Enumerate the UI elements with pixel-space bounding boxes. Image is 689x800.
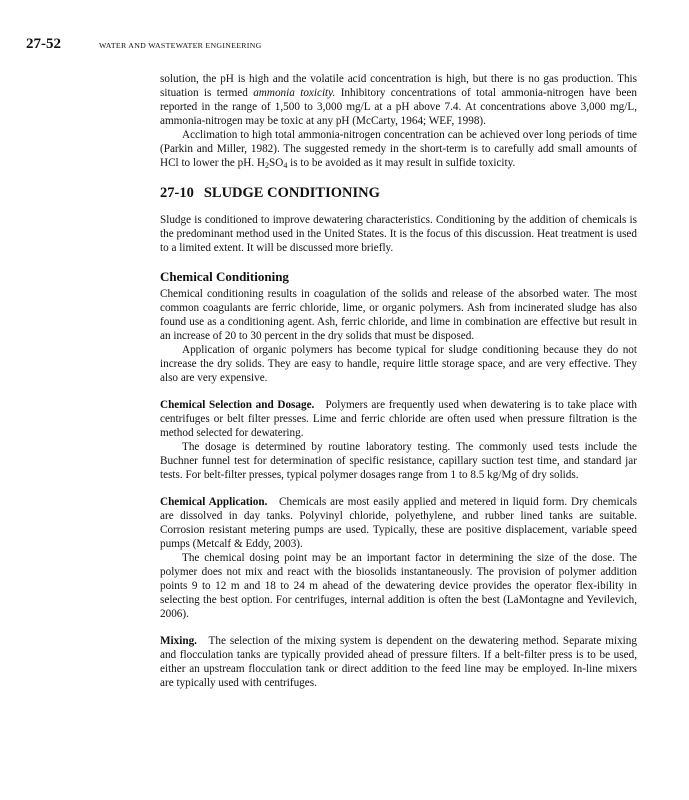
running-head: WATER AND WASTEWATER ENGINEERING <box>99 41 262 50</box>
application-paragraph-2: The chemical dosing point may be an important factor in determining the size of the dose. The polymer does not mix and react with the biosolids instantaneously. The provision of polymer addition points 9 to 12 m and 18 to 24 m ahead of the dewatering device provides the operator flex-ibility in selecting the best option. For centrifuges, internal addition is often the best (LaMontagne and Yevilevich, 2006). <box>160 552 637 620</box>
mixing-paragraph: Mixing. The selection of the mixing system is dependent on the dewatering method. Separate mixing and flocculation tanks are typically provided ahead of pressure filters. If a belt-filter press is to be used, either an upstream flocculation tank or direct addition to the feed line may be employed. In-line mixers are typically used with centrifuges. <box>160 635 637 689</box>
page-number: 27-52 <box>26 36 61 52</box>
mixing-heading: Mixing. <box>160 635 197 647</box>
conditioning-paragraph-1: Chemical conditioning results in coagulation of the solids and release of the absorbed water. The most common coagulants are ferric chloride, lime, or organic polymers. Ash from incinerated sludge has also found use as a conditioning agent. Ash, ferric chloride, and lime in combination are effective but result in an increase of 20 to 30 percent in the dry solids that must be disposed. <box>160 288 637 342</box>
application-heading: Chemical Application. <box>160 496 268 508</box>
section-title: SLUDGE CONDITIONING <box>203 185 380 201</box>
selection-heading: Chemical Selection and Dosage. <box>160 399 315 411</box>
application-paragraph-1: Chemical Application. Chemicals are most easily applied and metered in liquid form. Dry chemicals are dissolved in day tanks. Polyvinyl chloride, polyethylene, and rubber lined tanks are suitable. Corrosion resistant metering pumps are used. Typically, these are positive displacement, variable speed pumps (Metcalf & Eddy, 2003). <box>160 496 637 550</box>
intro-paragraph-2: Acclimation to high total ammonia-nitrogen concentration can be achieved over long periods of time (Parkin and Miller, 1982). The suggested remedy in the short-term is to carefully add small amounts of HCl to lower the pH. $H_2SO_4$ is to be avoided as it may result in sulfide toxicity. <box>160 129 637 170</box>
subsection-heading: Chemical Conditioning <box>160 269 289 284</box>
conditioning-paragraph-2: Application of organic polymers has become typical for sludge conditioning because they do not increase the dry solids. They are easy to handle, require little storage space, and are very effective. They also are very expensive. <box>160 344 637 384</box>
selection-paragraph-1: Chemical Selection and Dosage. Polymers are frequently used when dewatering is to take place with centrifuges or belt filter presses. Lime and ferric chloride are often used when pressure filtration is the method selected for dewatering. <box>160 399 637 439</box>
selection-paragraph-2: The dosage is determined by routine laboratory testing. The commonly used tests include the Buchner funnel test for determination of specific resistance, capillary suction test time, and standard jar tests. For belt-filter presses, typical polymer dosages range from 1 to 8.5 kg/Mg of dry solids. <box>160 441 637 481</box>
section-heading <box>160 185 637 202</box>
section-number: 27-10 <box>160 185 194 201</box>
page-header <box>26 36 666 56</box>
section-paragraph: Sludge is conditioned to improve dewatering characteristics. Conditioning by the addition of chemicals is the predominant method used in the United States. It is the focus of this discussion. Heat treatment is used to a limited extent. It will be discussed more briefly. <box>160 214 637 254</box>
page-body <box>160 72 637 690</box>
intro-paragraph-1: solution, the pH is high and the volatile acid concentration is high, but there is no gas production. This situation is termed ammonia toxicity. Inhibitory concentrations of total ammonia-nitrogen have been reported in the range of 1,500 to 3,000 mg/L at a pH above 7.4. At concentrations above 3,000 mg/L, ammonia-nitrogen may be toxic at any pH (McCarty, 1964; WEF, 1998). <box>160 73 637 127</box>
term-ammonia-toxicity: ammonia toxicity. <box>253 87 336 99</box>
